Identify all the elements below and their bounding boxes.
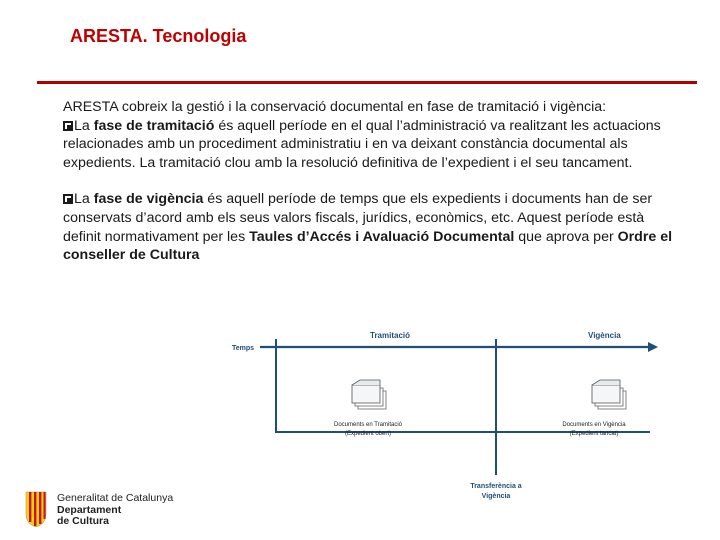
body-text bbox=[63, 98, 685, 265]
slide-title: ARESTA. Tecnologia bbox=[70, 26, 247, 46]
logo-line-cultura: de Cultura bbox=[57, 515, 109, 527]
para2-mid2: que aprova per bbox=[514, 228, 618, 245]
transfer-sublabel: Vigència bbox=[481, 493, 511, 500]
square-checkbox-bullet-icon bbox=[63, 194, 73, 204]
logo-line-departament: Departament bbox=[57, 503, 122, 516]
generalitat-logo bbox=[24, 490, 204, 530]
intro-text: ARESTA cobreix la gestió i la conservació documental en fase de tramitació i vigència: bbox=[63, 99, 607, 115]
para1-bold: fase de tramitació bbox=[93, 117, 215, 134]
tramitacio-paragraph bbox=[63, 117, 685, 173]
phases-diagram bbox=[220, 325, 670, 505]
doc-tramitacio-sublabel: (Expedient obert) bbox=[344, 431, 392, 437]
generalitat-stripes-icon bbox=[24, 490, 48, 528]
doc-vigencia-label: Documents en Vigència bbox=[562, 422, 626, 428]
square-checkbox-bullet-icon bbox=[63, 121, 73, 131]
logo-line-generalitat: Generalitat de Catalunya bbox=[57, 492, 174, 504]
para1-pre: La bbox=[74, 117, 94, 134]
para2-mid: és aquell període de temps que els expedients i documents han de ser conservats d’acord amb els seus valors fiscals, jurídics, econòmics, etc. Aquest període està definit normativament per les bbox=[63, 191, 653, 245]
vigencia-paragraph bbox=[63, 190, 685, 264]
para2-pre: La bbox=[74, 191, 94, 208]
phase-tramitacio-label: Tramitació bbox=[370, 331, 411, 340]
transfer-label: Transferència a bbox=[470, 483, 522, 490]
document-stack-icon bbox=[592, 380, 626, 409]
phase-vigencia-label: Vigència bbox=[588, 331, 621, 340]
doc-vigencia-sublabel: (Expedient tancat) bbox=[569, 431, 619, 437]
doc-tramitacio-label: Documents en Tramitació bbox=[333, 422, 403, 428]
para2-bold2: Taules d’Accés i Avaluació Documental bbox=[249, 228, 515, 245]
para2-bold3: Ordre el conseller de Cultura bbox=[63, 228, 673, 264]
axis-temps-label: Temps bbox=[232, 345, 255, 352]
intro-paragraph bbox=[63, 98, 685, 117]
document-stack-icon bbox=[352, 380, 386, 409]
para2-bold: fase de vigència bbox=[93, 191, 204, 208]
para1-post: és aquell període en el qual l’administració va realitzant les actuacions relacionades amb un procediment administratiu i en va deixant constància documental als expedients. La tramitació clou amb la resolució definitiva de l’expedient i el seu tancament. bbox=[63, 117, 661, 171]
time-axis-arrowhead bbox=[648, 342, 658, 352]
title-divider bbox=[37, 81, 697, 84]
